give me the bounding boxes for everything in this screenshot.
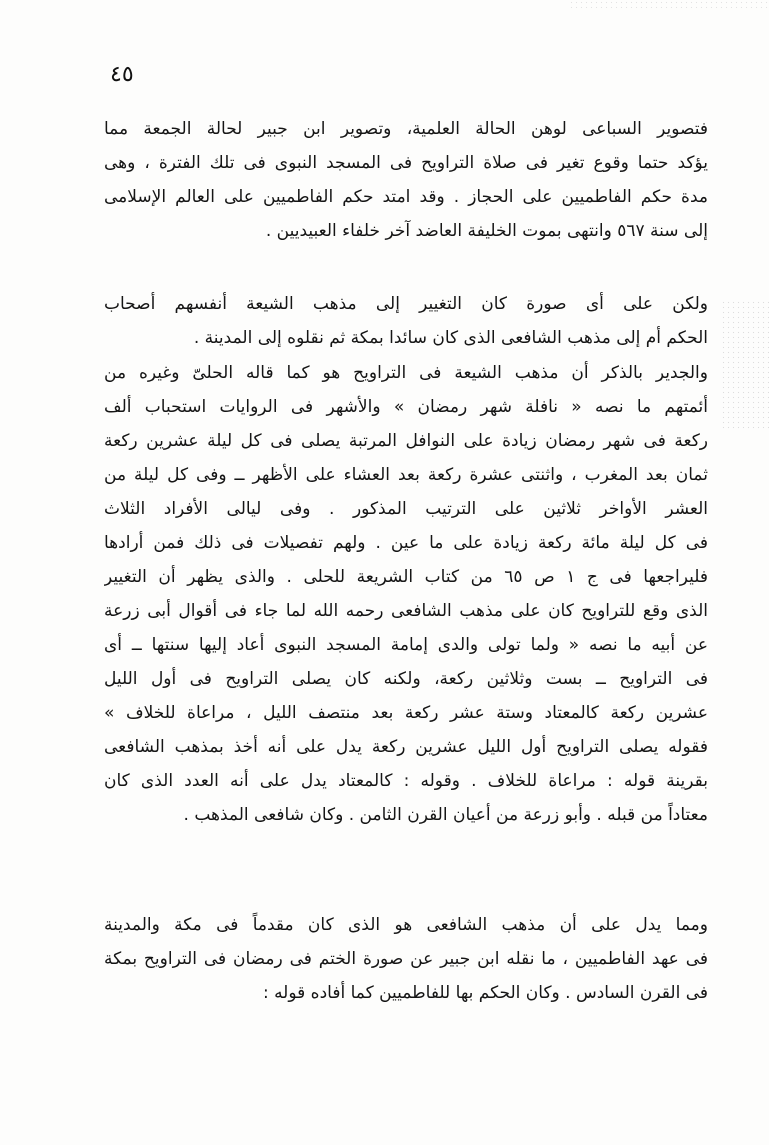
text-line: ركعة فى شهر رمضان زيادة على النوافل المرتبة يصلى فى كل ليلة عشرين ركعة (104, 431, 708, 451)
text-line: عن أبيه ما نصه « ولما تولى والدى إمامة المسجد النبوى أعاد إليها سنتها ــ أى (104, 635, 708, 655)
text-line: معتاداً من قبله . وأبو زرعة من أعيان القرن الثامن . وكان شافعى المذهب . (183, 805, 708, 825)
text-line: فقوله يصلى التراويح أول الليل عشرين ركعة يدل على أنه أخذ بمذهب الشافعى (104, 737, 708, 757)
text-line: عشرين ركعة كالمعتاد وستة عشر ركعة بعد منتصف الليل ، مراعاة للخلاف » (104, 703, 708, 723)
paragraph-3 (104, 356, 708, 832)
scan-edge-noise-top (569, 0, 769, 8)
text-line: بقرينة قوله : مراعاة للخلاف . وقوله : كالمعتاد يدل على أنه العدد الذى كان (104, 771, 708, 791)
paragraph-1 (104, 112, 708, 248)
text-line: يؤكد حتما وقوع تغير فى صلاة التراويح فى المسجد النبوى فى تلك الفترة ، وهى (104, 153, 708, 173)
text-line: الذى وقع للتراويح كان على مذهب الشافعى رحمه الله لما جاء فى أقوال أبى زرعة (104, 601, 708, 621)
page-number: ٤٥ (110, 62, 134, 87)
text-line: العشر الأواخر ثلاثين على الترتيب المذكور . وفى ليالى الأفراد الثلاث (104, 499, 708, 519)
text-line: ثمان بعد المغرب ، واثنتى عشرة ركعة بعد العشاء على الأظهر ــ وفى كل ليلة من (104, 465, 708, 485)
text-line: مدة حكم الفاطميين على الحجاز . وقد امتد حكم الفاطميين على العالم الإسلامى (104, 187, 708, 207)
text-line: ومما يدل على أن مذهب الشافعى هو الذى كان مقدماً فى مكة والمدينة (104, 915, 708, 935)
paragraph-2 (104, 287, 708, 355)
scan-edge-noise-right (721, 300, 769, 430)
paragraph-4 (104, 908, 708, 1010)
text-line: إلى سنة ٥٦٧ وانتهى بموت الخليفة العاضد آخر خلفاء العبيديين . (265, 221, 708, 241)
text-line: فى عهد الفاطميين ، ما نقله ابن جبير عن صورة الختم فى رمضان فى التراويح بمكة (104, 949, 708, 969)
text-line: فليراجعها فى ج ١ ص ٦٥ من كتاب الشريعة للحلى . والذى يظهر أن التغيير (104, 567, 708, 587)
text-line: فى كل ليلة مائة ركعة زيادة على ما عين . ولهم تفصيلات فى ذلك فمن أرادها (104, 533, 708, 553)
text-line: والجدير بالذكر أن مذهب الشيعة فى التراويح هو كما قاله الحلىّ وغيره من (104, 363, 708, 383)
text-line: فى التراويح ــ بست وثلاثين ركعة، ولكنه كان يصلى التراويح فى أول الليل (104, 669, 708, 689)
text-line: أئمتهم ما نصه « نافلة شهر رمضان » والأشهر فى الروايات استحباب ألف (104, 397, 708, 417)
text-line: ولكن على أى صورة كان التغيير إلى مذهب الشيعة أنفسهم أصحاب (104, 294, 708, 314)
text-line: الحكم أم إلى مذهب الشافعى الذى كان سائدا بمكة ثم نقلوه إلى المدينة . (193, 328, 708, 348)
text-line: فتصوير السباعى لوهن الحالة العلمية، وتصوير ابن جبير لحالة الجمعة مما (104, 119, 708, 139)
text-line: فى القرن السادس . وكان الحكم بها للفاطميين كما أفاده قوله : (262, 983, 708, 1003)
